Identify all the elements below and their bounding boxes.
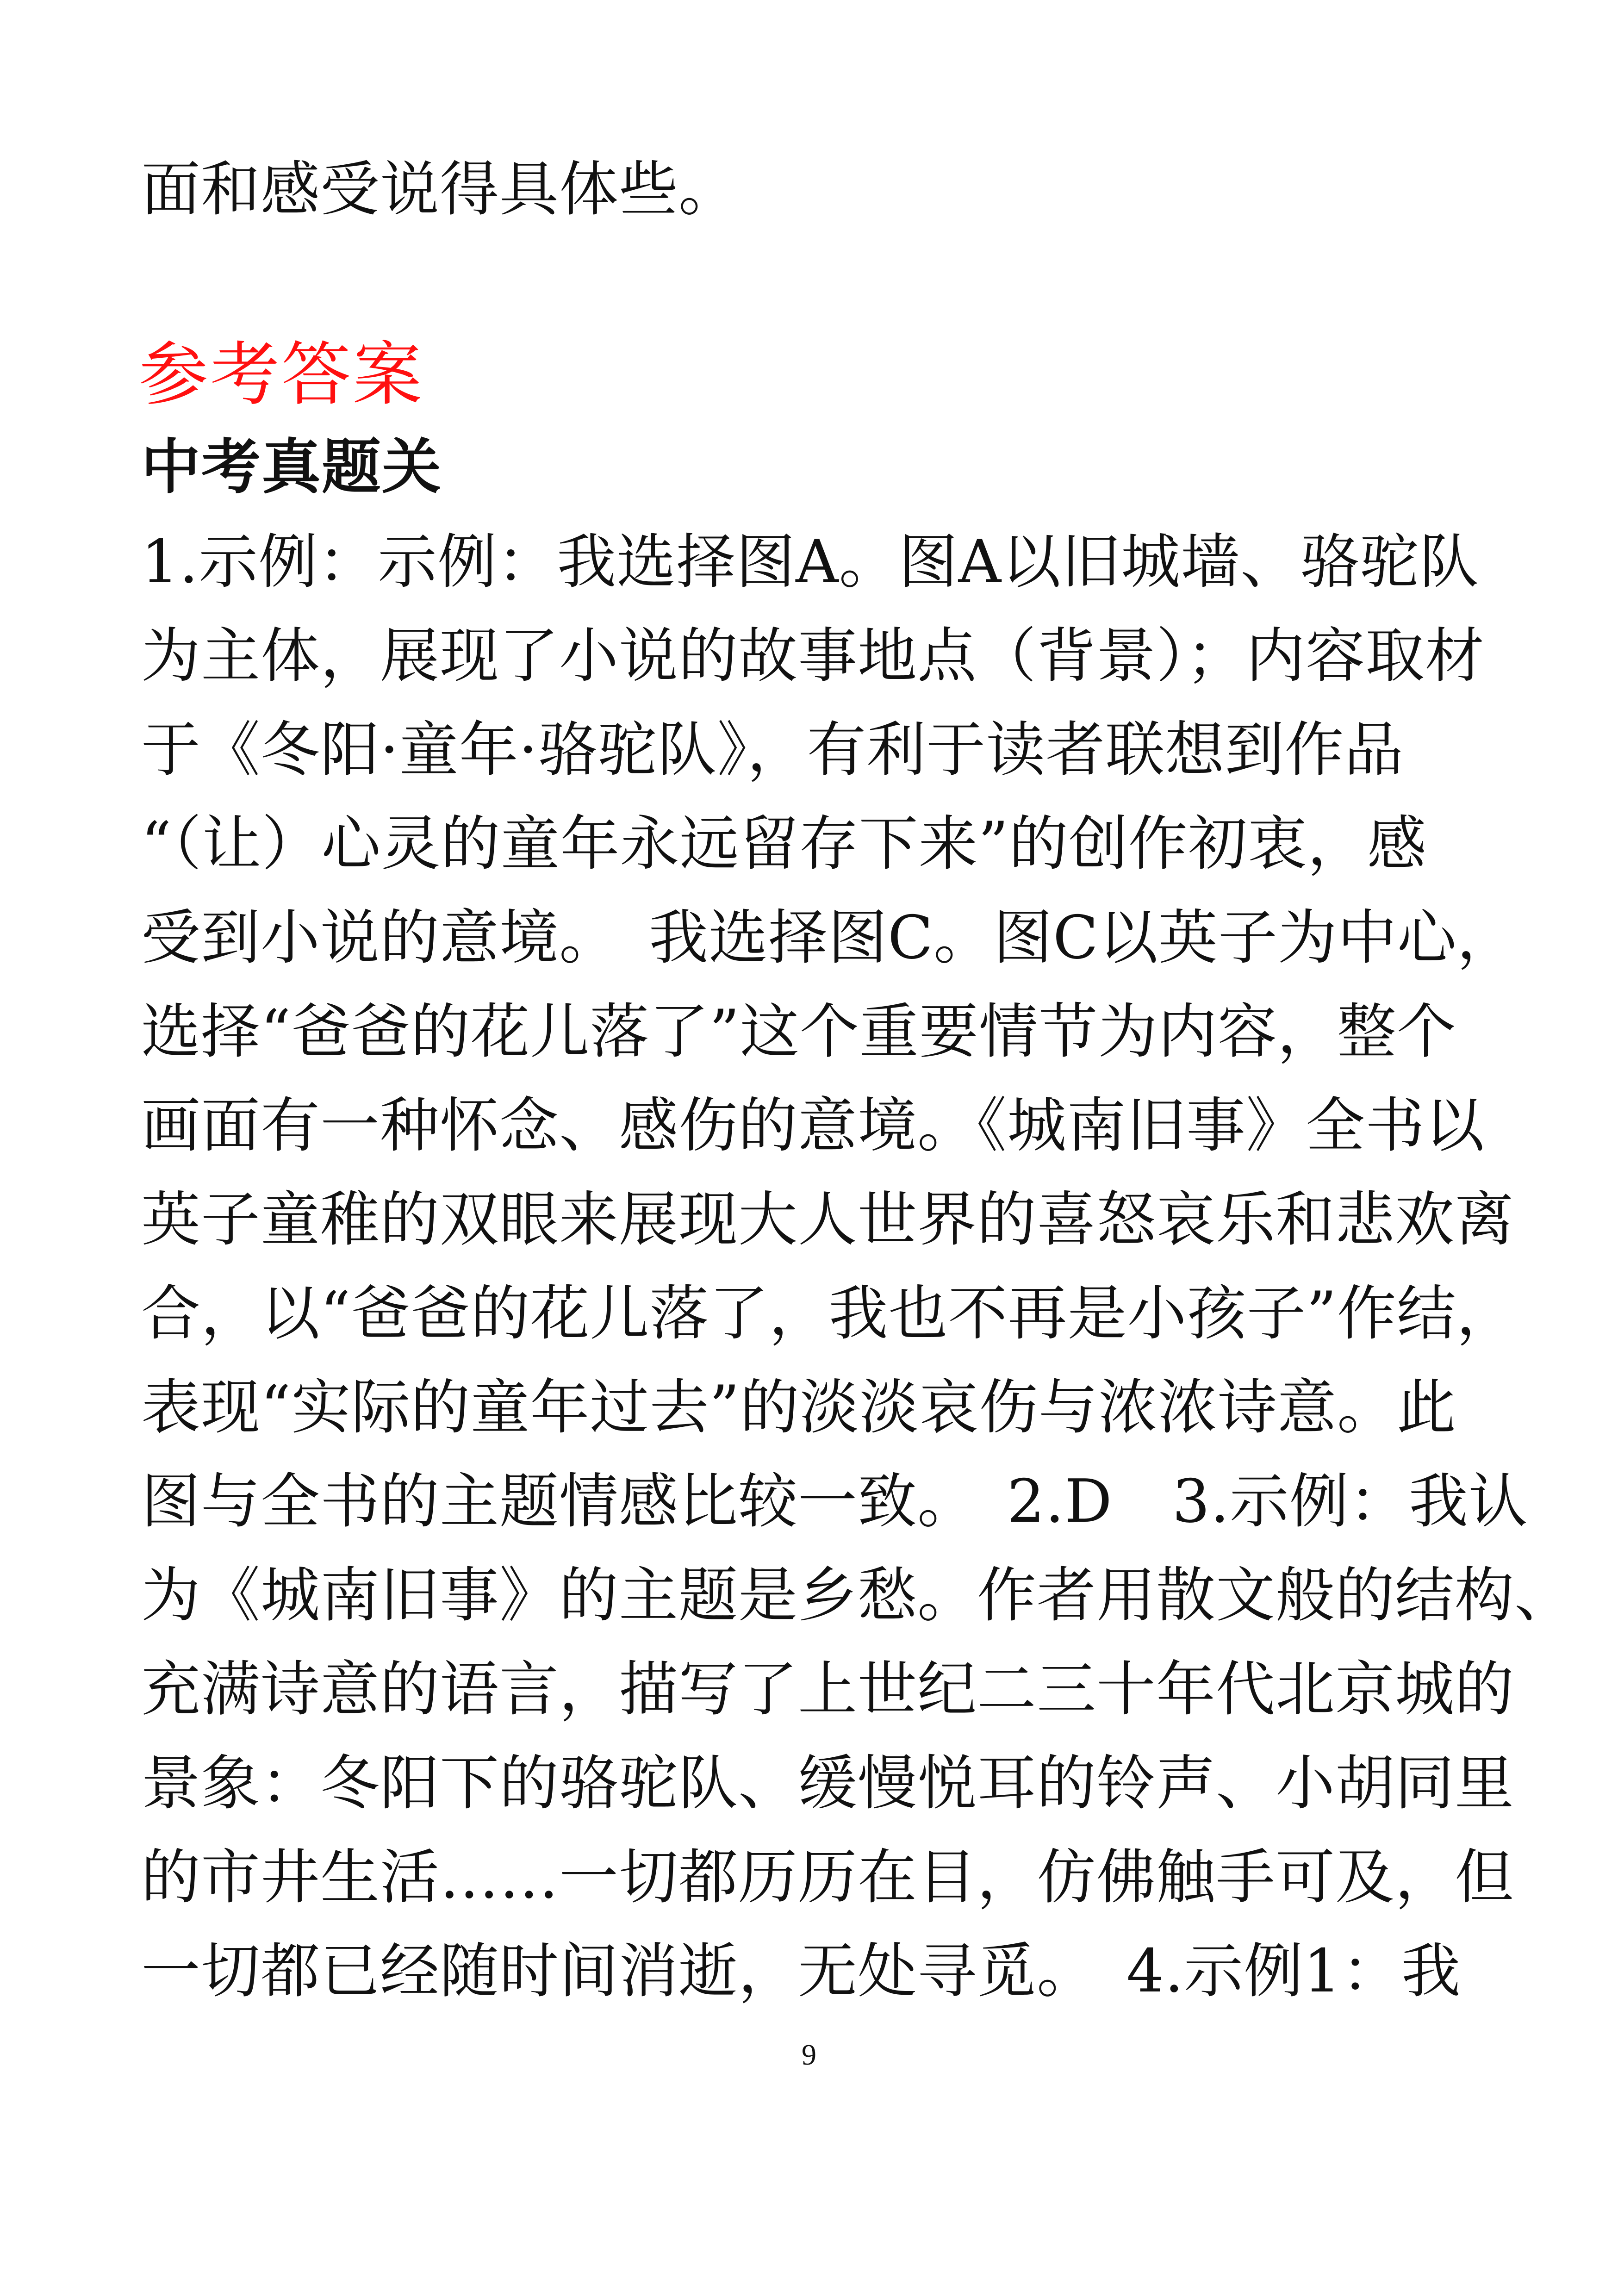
- body-line-12: 为《城南旧事》的主题是乡愁。作者用散文般的结构、: [141, 1561, 1574, 1630]
- body-line-16: 一切都已经随时间消逝，无处寻觅。 4.示例1：我: [141, 1937, 1461, 2006]
- body-line-8: 英子童稚的双眼来展现大人世界的喜怒哀乐和悲欢离: [141, 1185, 1515, 1254]
- continued-text-line: 面和感受说得具体些。: [141, 155, 739, 224]
- body-line-11: 图与全书的主题情感比较一致。 2.D 3.示例：我认: [141, 1467, 1528, 1536]
- page-number: 9: [802, 2038, 816, 2071]
- body-line-2: 为主体，展现了小说的故事地点（背景）；内容取材: [141, 622, 1485, 691]
- body-line-15: 的市井生活……一切都历历在目，仿佛触手可及，但: [141, 1843, 1515, 1912]
- body-line-7: 画面有一种怀念、感伤的意境。《城南旧事》全书以: [141, 1091, 1485, 1160]
- body-line-10: 表现“实际的童年过去”的淡淡哀伤与浓浓诗意。此: [141, 1373, 1456, 1442]
- body-line-6: 选择“爸爸的花儿落了”这个重要情节为内容，整个: [141, 997, 1456, 1066]
- answer-heading: 参考答案: [139, 335, 424, 415]
- body-line-3: 于《冬阳·童年·骆驼队》，有利于读者联想到作品: [141, 716, 1404, 784]
- body-line-1: 1.示例：示例：我选择图A。图A以旧城墙、骆驼队: [141, 528, 1480, 597]
- body-line-9: 合，以“爸爸的花儿落了，我也不再是小孩子”作结，: [141, 1279, 1516, 1348]
- body-line-5: 受到小说的意境。 我选择图C。图C以英子为中心，: [141, 903, 1517, 972]
- section-heading: 中考真题关: [141, 433, 442, 502]
- body-line-13: 充满诗意的语言，描写了上世纪二三十年代北京城的: [141, 1655, 1515, 1724]
- body-line-4: “（让）心灵的童年永远留存下来”的创作初衷，感: [141, 809, 1427, 878]
- body-line-14: 景象：冬阳下的骆驼队、缓慢悦耳的铃声、小胡同里: [141, 1749, 1515, 1818]
